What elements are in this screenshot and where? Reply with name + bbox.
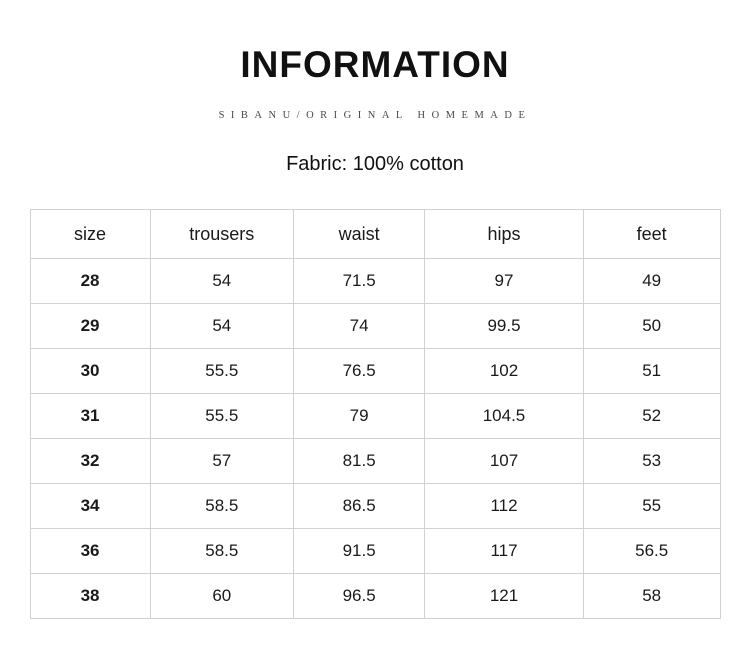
cell-hips: 107 <box>425 439 584 484</box>
cell-hips: 121 <box>425 574 584 619</box>
cell-trousers: 58.5 <box>150 484 294 529</box>
cell-trousers: 55.5 <box>150 394 294 439</box>
cell-waist: 91.5 <box>294 529 425 574</box>
table-row <box>30 529 720 574</box>
page-title: INFORMATION <box>240 44 510 85</box>
cell-feet: 52 <box>583 394 720 439</box>
cell-size: 28 <box>30 259 150 304</box>
table-row <box>30 259 720 304</box>
table-row <box>30 304 720 349</box>
cell-size: 36 <box>30 529 150 574</box>
cell-trousers: 58.5 <box>150 529 294 574</box>
cell-trousers: 57 <box>150 439 294 484</box>
table-row <box>30 349 720 394</box>
cell-feet: 50 <box>583 304 720 349</box>
table-row <box>30 574 720 619</box>
cell-hips: 112 <box>425 484 584 529</box>
table-header-row <box>30 210 720 259</box>
cell-waist: 76.5 <box>294 349 425 394</box>
cell-size: 34 <box>30 484 150 529</box>
cell-size: 29 <box>30 304 150 349</box>
cell-feet: 53 <box>583 439 720 484</box>
fabric-line: Fabric: 100% cotton <box>286 153 464 175</box>
cell-waist: 86.5 <box>294 484 425 529</box>
cell-feet: 55 <box>583 484 720 529</box>
column-header-hips: hips <box>425 210 584 259</box>
cell-hips: 97 <box>425 259 584 304</box>
cell-hips: 104.5 <box>425 394 584 439</box>
column-header-waist: waist <box>294 210 425 259</box>
cell-hips: 99.5 <box>425 304 584 349</box>
size-table-wrapper <box>30 209 721 619</box>
cell-hips: 102 <box>425 349 584 394</box>
cell-waist: 96.5 <box>294 574 425 619</box>
table-row <box>30 484 720 529</box>
cell-trousers: 55.5 <box>150 349 294 394</box>
cell-waist: 79 <box>294 394 425 439</box>
cell-feet: 58 <box>583 574 720 619</box>
cell-size: 32 <box>30 439 150 484</box>
cell-trousers: 54 <box>150 304 294 349</box>
cell-feet: 49 <box>583 259 720 304</box>
cell-hips: 117 <box>425 529 584 574</box>
brand-subtitle: SIBANU/ORIGINAL HOMEMADE <box>218 110 532 121</box>
cell-waist: 71.5 <box>294 259 425 304</box>
cell-trousers: 60 <box>150 574 294 619</box>
column-header-feet: feet <box>583 210 720 259</box>
cell-feet: 56.5 <box>583 529 720 574</box>
cell-size: 31 <box>30 394 150 439</box>
table-row <box>30 394 720 439</box>
cell-waist: 81.5 <box>294 439 425 484</box>
cell-trousers: 54 <box>150 259 294 304</box>
size-table <box>30 209 721 619</box>
column-header-size: size <box>30 210 150 259</box>
cell-waist: 74 <box>294 304 425 349</box>
table-row <box>30 439 720 484</box>
cell-size: 38 <box>30 574 150 619</box>
cell-size: 30 <box>30 349 150 394</box>
cell-feet: 51 <box>583 349 720 394</box>
column-header-trousers: trousers <box>150 210 294 259</box>
